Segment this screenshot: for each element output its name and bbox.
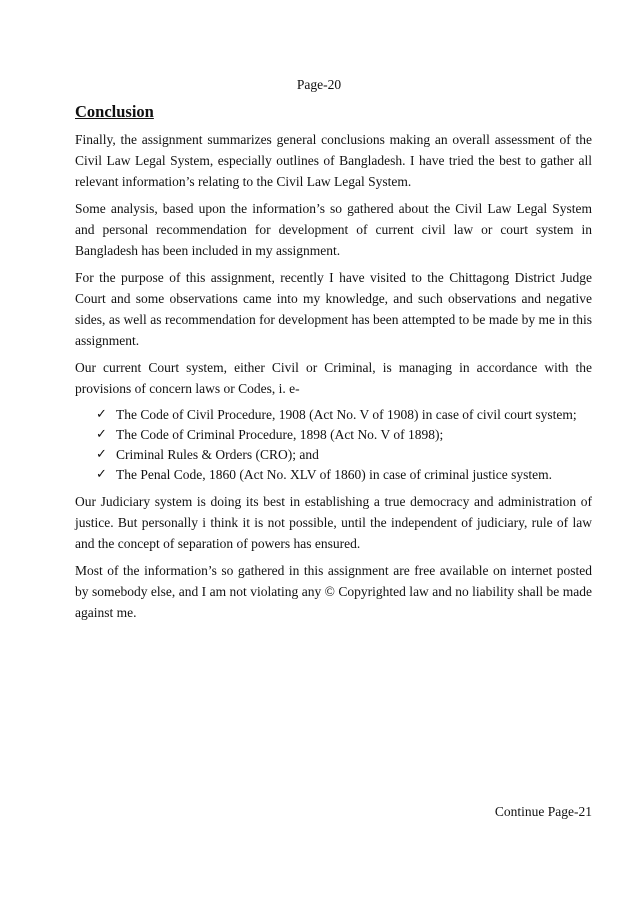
list-item-text: The Code of Criminal Procedure, 1898 (Act No. V of 1898); bbox=[116, 427, 444, 442]
paragraph: Most of the information’s so gathered in this assignment are free available on internet posted by somebody else, and I am not violating any © Copyrighted law and no liability shall be made against me. bbox=[75, 563, 592, 620]
paragraph: Some analysis, based upon the information’s so gathered about the Civil Law Legal System and personal recommendation for development of current civil law or court system in Bangladesh has been included in my assignment. bbox=[75, 201, 592, 258]
page-content bbox=[75, 101, 592, 629]
check-icon: ✓ bbox=[96, 467, 107, 482]
check-icon: ✓ bbox=[96, 407, 107, 422]
list-item-text: The Penal Code, 1860 (Act No. XLV of 1860) in case of criminal justice system. bbox=[116, 467, 553, 482]
paragraph: Finally, the assignment summarizes general conclusions making an overall assessment of the Civil Law Legal System, especially outlines of Bangladesh. I have tried the best to gather all relevant information’s relating to the Civil Law Legal System. bbox=[75, 132, 592, 189]
paragraph: Our Judiciary system is doing its best in establishing a true democracy and administration of justice. But personally i think it is not possible, until the independent of judiciary, rule of law and the concept of separation of powers has ensured. bbox=[75, 494, 592, 551]
section-heading: Conclusion bbox=[75, 102, 154, 121]
list-item bbox=[96, 465, 592, 485]
law-list bbox=[75, 405, 592, 485]
list-item bbox=[96, 405, 592, 425]
list-item bbox=[96, 445, 592, 465]
paragraph: For the purpose of this assignment, recently I have visited to the Chittagong District Judge Court and some observations came into my knowledge, and such observations and negative sides, as well as recommendation for development has been attempted to be made by me in this assignment. bbox=[75, 270, 592, 348]
list-item-text: Criminal Rules & Orders (CRO); and bbox=[116, 447, 319, 462]
paragraph: Our current Court system, either Civil or Criminal, is managing in accordance with the provisions of concern laws or Codes, i. e- bbox=[75, 360, 592, 396]
continue-page-label: Continue Page-21 bbox=[494, 804, 592, 819]
list-item bbox=[96, 425, 592, 445]
check-icon: ✓ bbox=[96, 447, 107, 462]
check-icon: ✓ bbox=[96, 427, 107, 442]
page-number: Page-20 bbox=[296, 77, 342, 92]
list-item-text: The Code of Civil Procedure, 1908 (Act No. V of 1908) in case of civil court system; bbox=[116, 407, 577, 422]
